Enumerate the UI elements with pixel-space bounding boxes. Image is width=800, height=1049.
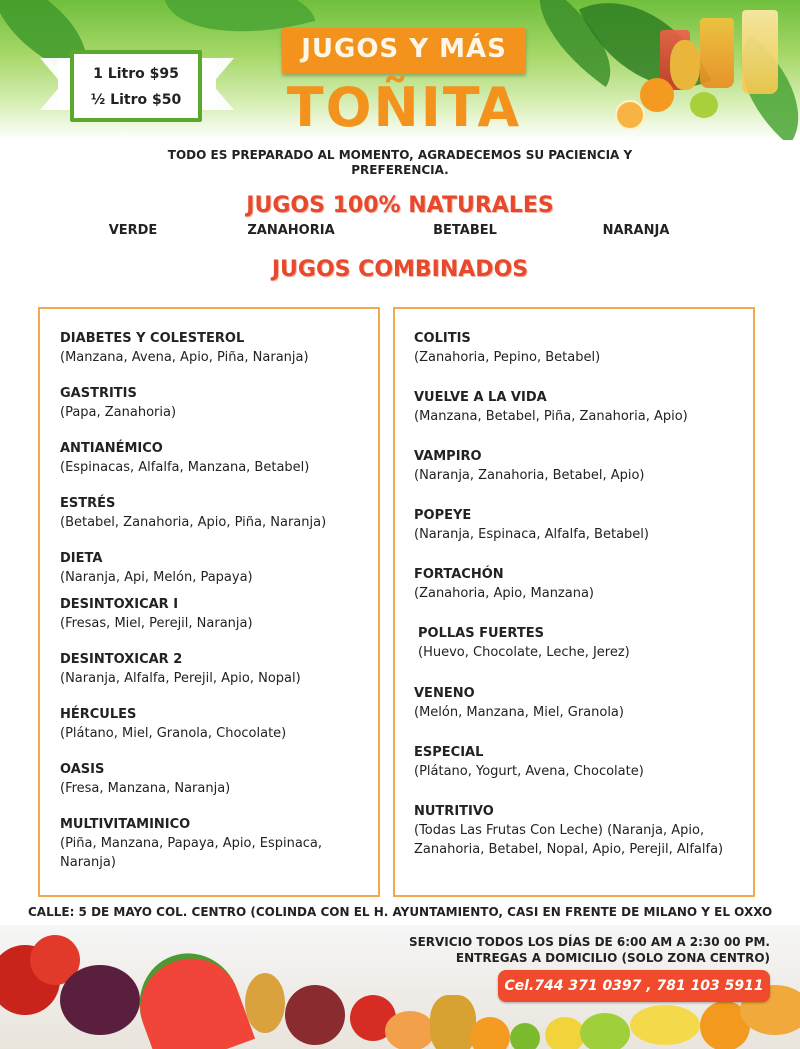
header-banner bbox=[0, 0, 800, 140]
orange-icon bbox=[640, 78, 674, 112]
juice-entry bbox=[414, 802, 730, 859]
grapes-icon bbox=[285, 985, 345, 1045]
juice-name: ESPECIAL bbox=[414, 745, 484, 760]
juice-name: DESINTOXICAR I bbox=[60, 597, 179, 612]
juice-entry bbox=[60, 650, 372, 688]
juice-name: COLITIS bbox=[414, 331, 471, 346]
natural-item-verde: VERDE bbox=[108, 223, 158, 238]
juice-name: VAMPIRO bbox=[414, 449, 482, 464]
apple-icon bbox=[580, 1013, 630, 1049]
juice-entry bbox=[414, 684, 744, 722]
grapes-icon bbox=[60, 965, 140, 1035]
juice-ingredients: (Fresa, Manzana, Naranja) bbox=[60, 781, 231, 796]
juice-entry bbox=[414, 506, 744, 544]
juice-name: ESTRÉS bbox=[60, 496, 116, 511]
price-half-liter: ½ Litro $50 bbox=[90, 92, 182, 108]
juice-ingredients: (Zanahoria, Apio, Manzana) bbox=[414, 586, 594, 601]
banana-icon bbox=[630, 1005, 700, 1045]
juice-ingredients: (Papa, Zanahoria) bbox=[60, 405, 177, 420]
price-box bbox=[70, 50, 202, 122]
lime-icon bbox=[510, 1023, 540, 1049]
juice-entry bbox=[414, 743, 744, 781]
juice-glass-icon bbox=[700, 18, 734, 88]
juice-entry bbox=[414, 565, 744, 603]
juice-entry bbox=[60, 760, 372, 798]
natural-item-naranja: NARANJA bbox=[602, 223, 670, 238]
brand-bar bbox=[282, 28, 526, 74]
lemon-icon bbox=[545, 1017, 585, 1049]
juice-ingredients: (Plátano, Miel, Granola, Chocolate) bbox=[60, 726, 287, 741]
juice-entry bbox=[60, 549, 372, 587]
juice-entry bbox=[60, 384, 372, 422]
juice-ingredients: (Naranja, Zanahoria, Betabel, Apio) bbox=[414, 468, 645, 483]
juice-ingredients: (Naranja, Alfalfa, Perejil, Apio, Nopal) bbox=[60, 671, 301, 686]
juice-name: NUTRITIVO bbox=[414, 804, 494, 819]
juice-entry bbox=[414, 388, 744, 426]
pear-icon bbox=[245, 973, 285, 1033]
juice-entry bbox=[60, 595, 372, 633]
natural-juices-title: JUGOS 100% NATURALES bbox=[246, 193, 554, 218]
delivery-info: ENTREGAS A DOMICILIO (SOLO ZONA CENTRO) bbox=[455, 951, 770, 965]
phone-badge: Cel.744 371 0397 , 781 103 5911 bbox=[498, 970, 770, 1002]
brand-name: TOÑITA bbox=[286, 76, 522, 139]
juice-entry bbox=[60, 815, 360, 872]
juice-ingredients: (Melón, Manzana, Miel, Granola) bbox=[414, 705, 624, 720]
juice-ingredients: (Piña, Manzana, Papaya, Apio, Espinaca, Naranja) bbox=[60, 836, 323, 870]
juice-name: DIETA bbox=[60, 551, 103, 566]
juice-ingredients: (Huevo, Chocolate, Leche, Jerez) bbox=[418, 645, 630, 660]
juice-ingredients: (Espinacas, Alfalfa, Manzana, Betabel) bbox=[60, 460, 310, 475]
juice-ingredients: (Todas Las Frutas Con Leche) (Naranja, Apio, Zanahoria, Betabel, Nopal, Apio, Perejil, Alfalfa) bbox=[414, 823, 724, 857]
juice-entry bbox=[414, 447, 744, 485]
juice-ingredients: (Plátano, Yogurt, Avena, Chocolate) bbox=[414, 764, 644, 779]
watermelon-icon bbox=[125, 939, 255, 1049]
juice-name: OASIS bbox=[60, 762, 105, 777]
juice-entry bbox=[418, 624, 744, 662]
address-text: CALLE: 5 DE MAYO COL. CENTRO (COLINDA CON EL H. AYUNTAMIENTO, CASI EN FRENTE DE MILANO Y EL OXXO bbox=[28, 905, 773, 919]
juice-name: FORTACHÓN bbox=[414, 567, 504, 582]
juice-ingredients: (Betabel, Zanahoria, Apio, Piña, Naranja) bbox=[60, 515, 327, 530]
juice-ingredients: (Manzana, Avena, Apio, Piña, Naranja) bbox=[60, 350, 309, 365]
notice-text: TODO ES PREPARADO AL MOMENTO, AGRADECEMOS SU PACIENCIA Y PREFERENCIA. bbox=[167, 148, 633, 177]
service-info bbox=[409, 934, 770, 966]
juice-ingredients: (Fresas, Miel, Perejil, Naranja) bbox=[60, 616, 253, 631]
natural-item-betabel: BETABEL bbox=[433, 223, 497, 238]
orange-slice-icon bbox=[615, 100, 645, 130]
juice-entry bbox=[60, 439, 372, 477]
orange-icon bbox=[470, 1017, 510, 1049]
juice-name: ANTIANÉMICO bbox=[60, 441, 163, 456]
juice-entry bbox=[60, 329, 372, 367]
juice-ingredients: (Naranja, Espinaca, Alfalfa, Betabel) bbox=[414, 527, 649, 542]
juice-name: MULTIVITAMINICO bbox=[60, 817, 191, 832]
price-liter: 1 Litro $95 bbox=[93, 66, 179, 82]
juice-ingredients: (Zanahoria, Pepino, Betabel) bbox=[414, 350, 601, 365]
juice-entry bbox=[60, 494, 372, 532]
brand-tagline: JUGOS Y MÁS bbox=[301, 34, 507, 64]
peach-icon bbox=[385, 1011, 435, 1049]
juice-entry bbox=[60, 705, 372, 743]
pineapple-icon bbox=[670, 40, 700, 90]
juice-ingredients: (Manzana, Betabel, Piña, Zanahoria, Apio) bbox=[414, 409, 688, 424]
juice-name: VUELVE A LA VIDA bbox=[414, 390, 547, 405]
juice-name: POPEYE bbox=[414, 508, 472, 523]
natural-item-zanahoria: ZANAHORIA bbox=[247, 223, 335, 238]
juice-name: DESINTOXICAR 2 bbox=[60, 652, 183, 667]
juice-name: DIABETES Y COLESTEROL bbox=[60, 331, 245, 346]
juice-glass-icon bbox=[742, 10, 778, 94]
price-ribbon bbox=[40, 40, 240, 122]
juice-name: POLLAS FUERTES bbox=[418, 626, 544, 641]
service-hours: SERVICIO TODOS LOS DÍAS DE 6:00 AM A 2:30 00 PM. bbox=[408, 935, 770, 949]
juice-name: GASTRITIS bbox=[60, 386, 137, 401]
lemon-icon bbox=[690, 92, 718, 118]
pineapple-icon bbox=[430, 995, 476, 1049]
juice-entry bbox=[414, 329, 744, 367]
combined-juices-title: JUGOS COMBINADOS bbox=[271, 257, 529, 282]
juice-name: HÉRCULES bbox=[60, 707, 137, 722]
juice-name: VENENO bbox=[414, 686, 475, 701]
juice-ingredients: (Naranja, Api, Melón, Papaya) bbox=[60, 570, 253, 585]
